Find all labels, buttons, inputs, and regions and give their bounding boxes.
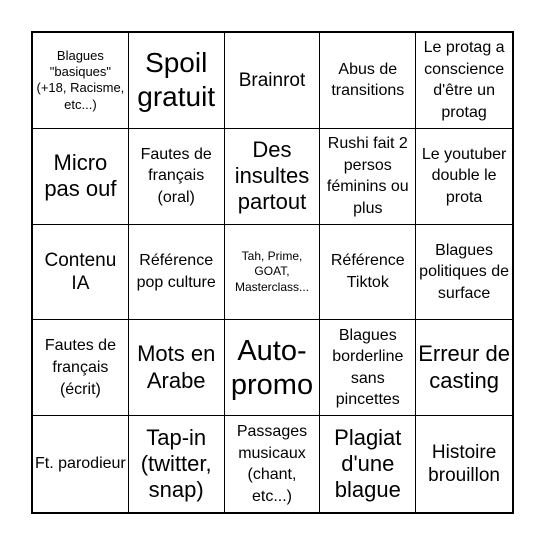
bingo-cell[interactable]: Mots en Arabe xyxy=(129,320,225,416)
bingo-board xyxy=(31,31,514,514)
bingo-cell[interactable]: Histoire brouillon xyxy=(428,441,500,487)
bingo-cell[interactable]: Blagues borderline sans pincettes xyxy=(320,320,416,416)
bingo-cell[interactable]: Le youtuber double le prota xyxy=(416,129,512,225)
bingo-cell[interactable]: Erreur de casting xyxy=(416,320,512,416)
bingo-cell[interactable]: Des insultes partout xyxy=(225,129,321,225)
bingo-cell[interactable]: Blagues politiques de surface xyxy=(416,225,512,321)
bingo-cell[interactable]: Ft. parodieur xyxy=(33,416,129,512)
bingo-cell[interactable]: Fautes de français (oral) xyxy=(129,129,225,225)
bingo-cell[interactable]: Passages musicaux (chant, etc...) xyxy=(225,416,321,512)
bingo-cell[interactable]: Micro pas ouf xyxy=(33,129,129,225)
bingo-cell[interactable]: Tah, Prime, GOAT, Masterclass... xyxy=(225,225,321,321)
bingo-cell[interactable]: Auto-promo xyxy=(225,320,321,416)
bingo-cell[interactable]: Contenu IA xyxy=(33,225,129,321)
bingo-cell[interactable]: Fautes de français (écrit) xyxy=(33,320,129,416)
bingo-cell[interactable]: Blagues "basiques" (+18, Racisme, etc...) xyxy=(33,33,129,129)
bingo-cell[interactable]: Tap-in (twitter, snap) xyxy=(129,416,225,512)
bingo-cell[interactable]: Spoil gratuit xyxy=(129,33,225,129)
bingo-cell[interactable]: Brainrot xyxy=(225,33,321,129)
bingo-cell[interactable]: Le protag a conscience d'être un protag xyxy=(416,33,512,129)
bingo-cell[interactable]: Référence pop culture xyxy=(129,225,225,321)
bingo-cell[interactable]: Abus de transitions xyxy=(320,33,416,129)
bingo-cell[interactable]: Plagiat d'une blague xyxy=(320,416,416,512)
bingo-cell[interactable]: Référence Tiktok xyxy=(320,225,416,321)
bingo-cell[interactable]: Rushi fait 2 persos féminins ou plus xyxy=(320,129,416,225)
